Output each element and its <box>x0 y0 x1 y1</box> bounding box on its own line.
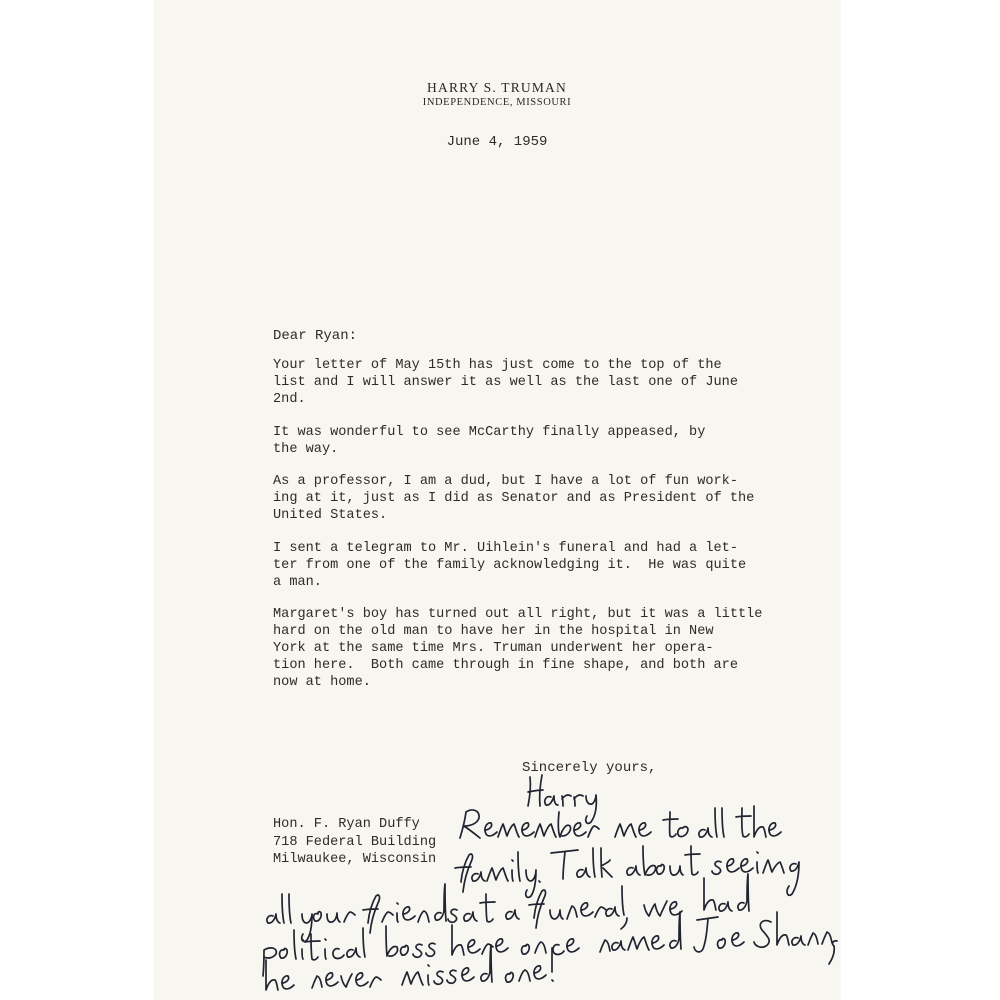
paragraph <box>273 424 773 458</box>
letter-page <box>154 0 840 1000</box>
text-line: the way. <box>273 441 339 457</box>
text-line: York at the same time Mrs. Truman underwent her opera- <box>273 641 714 656</box>
text-line: United States. <box>273 508 388 523</box>
postscript-line-4 <box>263 912 837 976</box>
text-line: ter from one of the family acknowledging it. He was quite <box>273 557 747 573</box>
text-line: a man. <box>273 574 322 590</box>
postscript-line-2 <box>455 846 799 897</box>
text-line: Margaret's boy has turned out all right, but it was a little <box>273 607 763 622</box>
address-line: Milwaukee, Wisconsin <box>273 852 437 867</box>
salutation: Dear Ryan: <box>273 328 358 344</box>
letterhead-place: INDEPENDENCE, MISSOURI <box>422 97 572 108</box>
text-line: I sent a telegram to Mr. Uihlein's funeral and had a let- <box>273 540 738 556</box>
text-line: now at home. <box>273 675 371 690</box>
text-line: list and I will answer it as well as the last one of June <box>273 375 738 390</box>
address-line: Hon. F. Ryan Duffy <box>273 817 420 832</box>
postscript-line-3 <box>267 874 749 941</box>
letter-date: June 4, 1959 <box>446 134 548 150</box>
paragraph <box>273 540 773 591</box>
recipient-address <box>273 816 436 869</box>
text-line: It was wonderful to see McCarthy finally appeased, by <box>273 424 706 440</box>
text-line: As a professor, I am a dud, but I have a lot of fun work- <box>273 474 738 489</box>
postscript-line-5 <box>266 945 553 990</box>
paragraph <box>273 357 773 408</box>
paragraph <box>273 473 773 524</box>
paragraph <box>273 606 773 691</box>
text-line: hard on the old man to have her in the hospital in New <box>273 624 714 639</box>
letter-body <box>273 357 773 707</box>
postscript-line-1 <box>460 806 781 838</box>
signature-harry <box>528 775 596 823</box>
text-line: ing at it, just as I did as Senator and as President of the <box>273 491 755 506</box>
text-line: 2nd. <box>273 392 306 407</box>
address-line: 718 Federal Building <box>273 834 437 850</box>
letterhead-name: HARRY S. TRUMAN <box>427 80 567 95</box>
closing: Sincerely yours, <box>522 760 657 776</box>
text-line: Your letter of May 15th has just come to the top of the <box>273 358 722 373</box>
text-line: tion here. Both came through in fine shape, and both are <box>273 658 738 673</box>
